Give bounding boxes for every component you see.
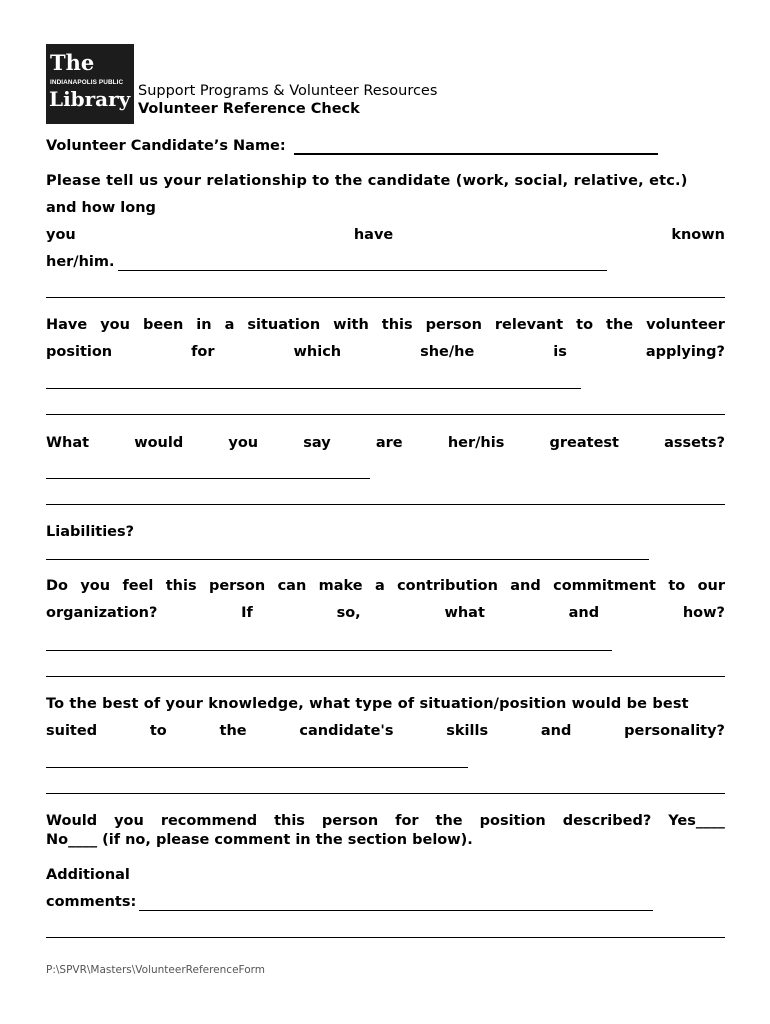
assets-question [46,436,725,451]
word: to [576,317,594,333]
candidate-name-label: Volunteer Candidate’s Name: [46,138,286,154]
word: in [196,317,212,333]
word: is [553,344,567,360]
word: to [149,723,167,739]
word: greatest [549,435,619,451]
situation-answer-line2[interactable] [46,414,725,415]
word: Have [46,317,88,333]
relationship-question-text: Please tell us your relationship to the candidate (work, social, relative, etc.) [46,173,688,189]
assets-answer-line1[interactable] [46,478,370,479]
liabilities-question: Liabilities? [46,524,135,540]
word: for [395,813,419,829]
header-department: Support Programs & Volunteer Resources [138,83,438,99]
library-logo [46,44,134,124]
relationship-question-line1 [46,174,725,189]
word: position [479,813,546,829]
footer-file-path: P:\SPVR\Masters\VolunteerReferenceForm [46,964,265,976]
relationship-answer-line1[interactable] [118,270,607,271]
contribution-answer-line2[interactable] [46,676,725,677]
word: What [46,435,90,451]
situation-question-line1 [46,318,725,333]
best-suited-question-line2 [46,724,725,739]
word: described? [562,813,652,829]
best-suited-question-line1: To the best of your knowledge, what type of situation/position would be best [46,696,689,712]
word: to [668,578,686,594]
word: and [540,723,572,739]
word: applying? [645,344,725,360]
word: a [374,578,385,594]
additional-comments-line1[interactable] [139,910,653,911]
word: the [435,813,463,829]
word: feel [122,578,154,594]
word: this [165,578,197,594]
logo-the-text: The [50,50,95,75]
word: personality? [624,723,725,739]
word: for [191,344,215,360]
word: what [444,605,485,621]
additional-comments-label-line1: Additional [46,867,130,883]
word: a [224,317,235,333]
contribution-question-line2 [46,606,725,621]
word: this [274,813,305,829]
word: assets? [664,435,725,451]
word: commitment [553,578,656,594]
assets-answer-line2[interactable] [46,504,725,505]
word: been [142,317,184,333]
word: have [353,227,394,243]
relationship-question-line3 [46,228,725,243]
relationship-question-line2: and how long [46,200,156,216]
word: suited [46,723,98,739]
word: Would [46,813,98,829]
word: person [425,317,482,333]
word: person [321,813,379,829]
word: If [241,605,253,621]
relationship-answer-line2[interactable] [46,297,725,298]
logo-library-text: Library [49,87,131,111]
word: known [671,227,725,243]
word: and [568,605,600,621]
candidate-name-field[interactable] [294,153,658,155]
word: and [510,578,541,594]
word: you [80,578,111,594]
best-suited-answer-line1[interactable] [46,767,468,768]
word: how? [682,605,725,621]
word: you [114,813,144,829]
word: can [277,578,307,594]
word: make [318,578,363,594]
word: with [333,317,369,333]
word: the [606,317,634,333]
word: so, [336,605,361,621]
yes-option[interactable]: Yes____ [668,813,725,829]
contribution-answer-line1[interactable] [46,650,612,651]
page-title: Volunteer Reference Check [138,101,360,117]
word: you [46,227,76,243]
word: you [100,317,130,333]
recommend-question-line2[interactable]: No____ (if no, please comment in the section below). [46,832,473,848]
word: volunteer [646,317,725,333]
word: the [219,723,247,739]
word: relevant [494,317,564,333]
word: situation [247,317,321,333]
additional-comments-label-line2: comments: [46,894,137,910]
liabilities-answer-line[interactable] [46,559,649,560]
word: candidate's [299,723,394,739]
word: Do [46,578,68,594]
relationship-question-line4: her/him. [46,254,115,270]
recommend-question-line1 [46,814,725,829]
word: skills [446,723,489,739]
word: which [293,344,342,360]
word: organization? [46,605,158,621]
logo-sub-text: INDIANAPOLIS PUBLIC [50,79,124,86]
word: she/he [420,344,475,360]
word: position [46,344,113,360]
situation-answer-line1[interactable] [46,388,581,389]
word: her/his [447,435,505,451]
word: recommend [160,813,258,829]
word: are [375,435,403,451]
best-suited-answer-line2[interactable] [46,793,725,794]
word: would [134,435,184,451]
word: our [697,578,725,594]
situation-question-line2 [46,345,725,360]
contribution-question-line1 [46,579,725,594]
word: person [208,578,266,594]
word: contribution [397,578,498,594]
word: this [381,317,413,333]
additional-comments-line2[interactable] [46,937,725,938]
word: you [228,435,259,451]
word: say [303,435,331,451]
